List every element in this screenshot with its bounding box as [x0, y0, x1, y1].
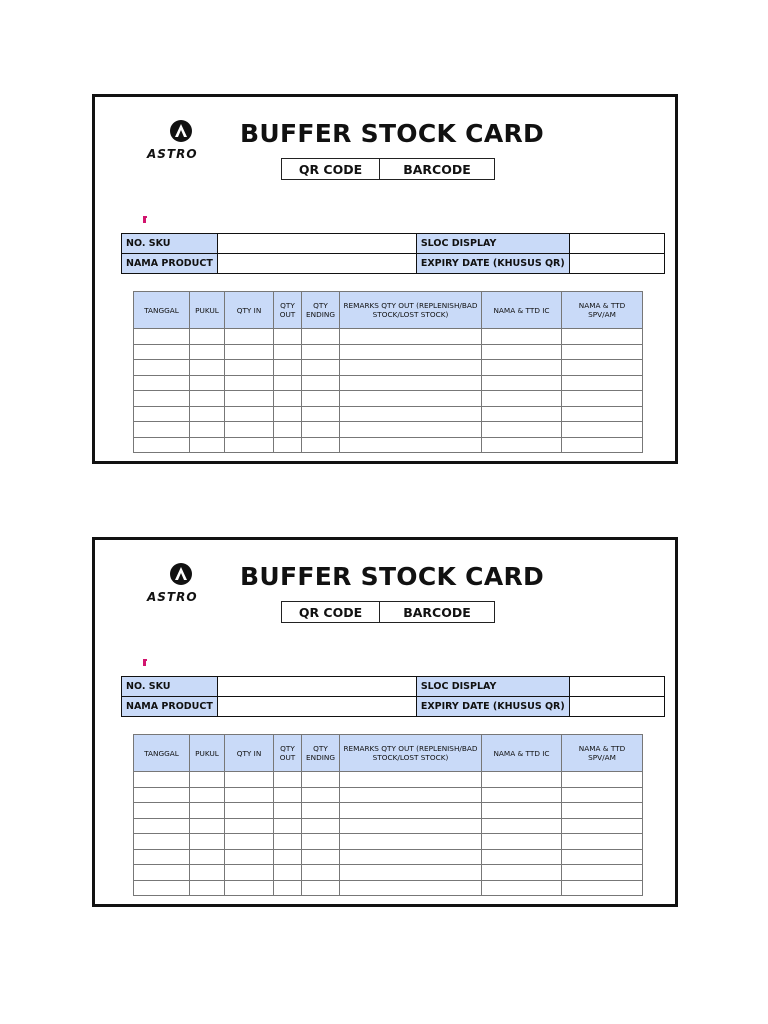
- table-cell[interactable]: [134, 422, 190, 438]
- table-cell[interactable]: [482, 437, 562, 453]
- table-cell[interactable]: [274, 849, 302, 865]
- header-nama-ttd-spv: NAMA & TTD SPV/AM: [562, 735, 643, 772]
- table-cell[interactable]: [225, 849, 274, 865]
- table-cell[interactable]: [274, 803, 302, 819]
- header-qty-out: QTY OUT: [274, 735, 302, 772]
- table-cell[interactable]: [225, 803, 274, 819]
- table-cell[interactable]: [302, 406, 340, 422]
- table-cell[interactable]: [340, 437, 482, 453]
- table-cell[interactable]: [562, 849, 643, 865]
- table-cell[interactable]: [274, 422, 302, 438]
- table-row: [134, 329, 643, 345]
- table-row: [134, 391, 643, 407]
- header-tanggal: TANGGAL: [134, 735, 190, 772]
- table-cell[interactable]: [302, 344, 340, 360]
- table-cell[interactable]: [225, 360, 274, 376]
- no-sku-label: NO. SKU: [122, 677, 218, 697]
- table-cell[interactable]: [482, 422, 562, 438]
- table-cell[interactable]: [225, 865, 274, 881]
- table-cell[interactable]: [482, 360, 562, 376]
- table-cell[interactable]: [274, 375, 302, 391]
- table-cell[interactable]: [340, 344, 482, 360]
- table-cell[interactable]: [562, 344, 643, 360]
- table-cell[interactable]: [302, 422, 340, 438]
- table-cell[interactable]: [134, 803, 190, 819]
- table-cell[interactable]: [190, 360, 225, 376]
- nama-product-field[interactable]: [217, 254, 416, 274]
- header-remarks: REMARKS QTY OUT (REPLENISH/BAD STOCK/LOST STOCK): [340, 735, 482, 772]
- logo-text: ASTRO: [147, 147, 198, 161]
- nama-product-label: NAMA PRODUCT: [122, 697, 218, 717]
- table-cell[interactable]: [340, 329, 482, 345]
- table-cell[interactable]: [482, 344, 562, 360]
- table-cell[interactable]: [134, 880, 190, 896]
- table-cell[interactable]: [274, 818, 302, 834]
- table-cell[interactable]: [340, 375, 482, 391]
- table-cell[interactable]: [562, 360, 643, 376]
- expiry-date-field[interactable]: [569, 254, 664, 274]
- table-cell[interactable]: [225, 329, 274, 345]
- table-cell[interactable]: [562, 865, 643, 881]
- table-cell[interactable]: [340, 880, 482, 896]
- table-cell[interactable]: [134, 865, 190, 881]
- table-cell[interactable]: [274, 360, 302, 376]
- astro-logo-icon: [143, 119, 217, 159]
- header-qty-in: QTY IN: [225, 735, 274, 772]
- table-cell[interactable]: [274, 406, 302, 422]
- table-cell[interactable]: [302, 880, 340, 896]
- header-remarks: REMARKS QTY OUT (REPLENISH/BAD STOCK/LOST STOCK): [340, 292, 482, 329]
- table-cell[interactable]: [274, 865, 302, 881]
- table-row: [134, 344, 643, 360]
- table-cell[interactable]: [340, 360, 482, 376]
- table-cell[interactable]: [225, 772, 274, 788]
- table-cell[interactable]: [482, 818, 562, 834]
- table-cell[interactable]: [134, 834, 190, 850]
- header-qty-out: QTY OUT: [274, 292, 302, 329]
- table-cell[interactable]: [190, 772, 225, 788]
- table-cell[interactable]: [340, 865, 482, 881]
- header-qty-in: QTY IN: [225, 292, 274, 329]
- card-title: BUFFER STOCK CARD: [240, 119, 545, 148]
- table-cell[interactable]: [134, 787, 190, 803]
- product-info-table: [121, 676, 665, 717]
- nama-product-label: NAMA PRODUCT: [122, 254, 218, 274]
- table-cell[interactable]: [562, 818, 643, 834]
- table-cell[interactable]: [134, 406, 190, 422]
- header-qty-ending: QTY ENDING: [302, 735, 340, 772]
- product-info-table: [121, 233, 665, 274]
- table-cell[interactable]: [190, 818, 225, 834]
- table-cell[interactable]: [302, 437, 340, 453]
- table-cell[interactable]: [274, 787, 302, 803]
- table-cell[interactable]: [302, 360, 340, 376]
- header-nama-ttd-ic: NAMA & TTD IC: [482, 735, 562, 772]
- table-cell[interactable]: [134, 344, 190, 360]
- table-row: [134, 787, 643, 803]
- table-cell[interactable]: [340, 772, 482, 788]
- table-cell[interactable]: [482, 375, 562, 391]
- table-cell[interactable]: [190, 329, 225, 345]
- table-row: [134, 834, 643, 850]
- table-cell[interactable]: [302, 787, 340, 803]
- table-cell[interactable]: [562, 803, 643, 819]
- table-cell[interactable]: [482, 787, 562, 803]
- table-cell[interactable]: [274, 329, 302, 345]
- table-cell[interactable]: [302, 834, 340, 850]
- table-cell[interactable]: [190, 849, 225, 865]
- table-cell[interactable]: [225, 391, 274, 407]
- sloc-display-field[interactable]: [569, 234, 664, 254]
- table-cell[interactable]: [482, 406, 562, 422]
- qr-code-label: QR CODE: [282, 602, 380, 623]
- table-cell[interactable]: [340, 391, 482, 407]
- table-cell[interactable]: [340, 787, 482, 803]
- table-cell[interactable]: [225, 787, 274, 803]
- code-box: [281, 601, 495, 623]
- table-cell[interactable]: [274, 344, 302, 360]
- expiry-date-label: EXPIRY DATE (KHUSUS QR): [416, 254, 569, 274]
- table-cell[interactable]: [225, 375, 274, 391]
- table-cell[interactable]: [190, 391, 225, 407]
- card-title: BUFFER STOCK CARD: [240, 562, 545, 591]
- table-cell[interactable]: [190, 422, 225, 438]
- table-cell[interactable]: [482, 880, 562, 896]
- stock-log-body: [134, 772, 643, 896]
- nama-product-field[interactable]: [217, 697, 416, 717]
- barcode-label: BARCODE: [380, 159, 495, 180]
- table-row: [134, 880, 643, 896]
- table-cell[interactable]: [562, 437, 643, 453]
- table-cell[interactable]: [562, 391, 643, 407]
- table-cell[interactable]: [302, 849, 340, 865]
- table-cell[interactable]: [190, 834, 225, 850]
- qr-code-label: QR CODE: [282, 159, 380, 180]
- table-cell[interactable]: [562, 375, 643, 391]
- table-cell[interactable]: [190, 437, 225, 453]
- buffer-stock-card: [92, 537, 678, 907]
- table-cell[interactable]: [225, 344, 274, 360]
- header-qty-ending: QTY ENDING: [302, 292, 340, 329]
- flag-mark-icon: [143, 216, 146, 223]
- code-box: [281, 158, 495, 180]
- table-cell[interactable]: [134, 772, 190, 788]
- header-pukul: PUKUL: [190, 292, 225, 329]
- table-cell[interactable]: [482, 849, 562, 865]
- logo-text: ASTRO: [147, 590, 198, 604]
- table-row: [134, 360, 643, 376]
- table-row: [134, 422, 643, 438]
- table-cell[interactable]: [274, 772, 302, 788]
- table-cell[interactable]: [562, 880, 643, 896]
- table-cell[interactable]: [482, 329, 562, 345]
- sloc-display-label: SLOC DISPLAY: [416, 234, 569, 254]
- table-cell[interactable]: [274, 880, 302, 896]
- table-cell[interactable]: [134, 360, 190, 376]
- table-row: [134, 375, 643, 391]
- table-cell[interactable]: [225, 880, 274, 896]
- table-cell[interactable]: [302, 391, 340, 407]
- table-cell[interactable]: [482, 834, 562, 850]
- table-row: [134, 849, 643, 865]
- table-cell[interactable]: [190, 880, 225, 896]
- table-cell[interactable]: [562, 329, 643, 345]
- table-cell[interactable]: [225, 406, 274, 422]
- expiry-date-label: EXPIRY DATE (KHUSUS QR): [416, 697, 569, 717]
- no-sku-field[interactable]: [217, 677, 416, 697]
- table-cell[interactable]: [274, 437, 302, 453]
- table-cell[interactable]: [482, 391, 562, 407]
- sloc-display-field[interactable]: [569, 677, 664, 697]
- table-cell[interactable]: [225, 818, 274, 834]
- table-cell[interactable]: [562, 422, 643, 438]
- table-cell[interactable]: [225, 834, 274, 850]
- table-cell[interactable]: [274, 391, 302, 407]
- table-cell[interactable]: [562, 772, 643, 788]
- table-cell[interactable]: [482, 772, 562, 788]
- table-cell[interactable]: [134, 329, 190, 345]
- table-cell[interactable]: [190, 787, 225, 803]
- table-cell[interactable]: [190, 344, 225, 360]
- table-cell[interactable]: [134, 391, 190, 407]
- table-cell[interactable]: [482, 803, 562, 819]
- table-cell[interactable]: [274, 834, 302, 850]
- table-row: [134, 406, 643, 422]
- stock-log-table: [133, 291, 643, 453]
- no-sku-field[interactable]: [217, 234, 416, 254]
- table-row: [134, 818, 643, 834]
- table-cell[interactable]: [340, 422, 482, 438]
- header-tanggal: TANGGAL: [134, 292, 190, 329]
- astro-logo-icon: [143, 562, 217, 602]
- table-cell[interactable]: [482, 865, 562, 881]
- table-cell[interactable]: [302, 803, 340, 819]
- table-row: [134, 437, 643, 453]
- table-cell[interactable]: [340, 818, 482, 834]
- table-row: [134, 865, 643, 881]
- header-pukul: PUKUL: [190, 735, 225, 772]
- header-nama-ttd-ic: NAMA & TTD IC: [482, 292, 562, 329]
- table-cell[interactable]: [302, 818, 340, 834]
- table-cell[interactable]: [225, 437, 274, 453]
- sloc-display-label: SLOC DISPLAY: [416, 677, 569, 697]
- barcode-label: BARCODE: [380, 602, 495, 623]
- table-cell[interactable]: [134, 375, 190, 391]
- table-cell[interactable]: [562, 787, 643, 803]
- table-cell[interactable]: [562, 834, 643, 850]
- table-cell[interactable]: [225, 422, 274, 438]
- table-cell[interactable]: [302, 865, 340, 881]
- table-cell[interactable]: [562, 406, 643, 422]
- buffer-stock-card: [92, 94, 678, 464]
- stock-log-body: [134, 329, 643, 453]
- table-cell[interactable]: [190, 803, 225, 819]
- table-cell[interactable]: [134, 818, 190, 834]
- table-cell[interactable]: [190, 865, 225, 881]
- table-row: [134, 772, 643, 788]
- stock-log-table: [133, 734, 643, 896]
- table-cell[interactable]: [340, 803, 482, 819]
- table-cell[interactable]: [340, 406, 482, 422]
- header-nama-ttd-spv: NAMA & TTD SPV/AM: [562, 292, 643, 329]
- table-cell[interactable]: [134, 437, 190, 453]
- table-cell[interactable]: [190, 406, 225, 422]
- table-cell[interactable]: [302, 329, 340, 345]
- expiry-date-field[interactable]: [569, 697, 664, 717]
- table-cell[interactable]: [134, 849, 190, 865]
- table-cell[interactable]: [190, 375, 225, 391]
- table-row: [134, 803, 643, 819]
- table-cell[interactable]: [340, 849, 482, 865]
- table-cell[interactable]: [302, 375, 340, 391]
- flag-mark-icon: [143, 659, 146, 666]
- table-cell[interactable]: [340, 834, 482, 850]
- table-cell[interactable]: [302, 772, 340, 788]
- no-sku-label: NO. SKU: [122, 234, 218, 254]
